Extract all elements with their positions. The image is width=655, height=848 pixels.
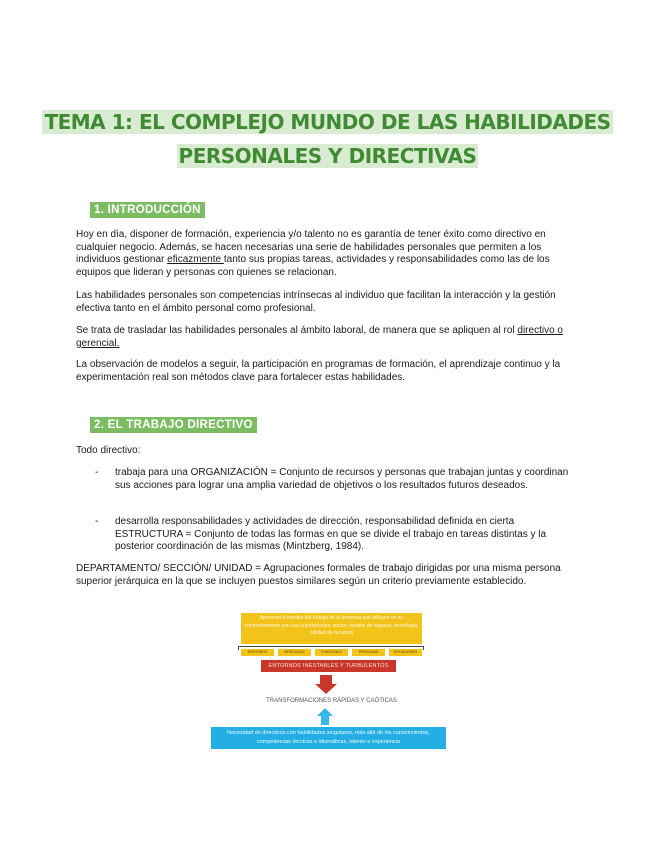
diagram-transform-label: TRANSFORMACIONES RÁPIDAS Y CAÓTICAS xyxy=(266,698,397,704)
bullet-marker: - xyxy=(95,467,99,478)
intro-p1-text: Hoy en día, disponer de formación, experiencia y/o talento no es garantía de tener éxito como directivo en cualquier negocio. Además, se hacen necesarias una serie de habilidades personales que permiten a los individuos gestionar xyxy=(76,229,546,266)
bullet-text: desarrolla responsabilidades y actividades de dirección, responsabilidad definida en cierta ESTRUCTURA = Conjunto de todas las formas en que se divide el trabajo en tareas distintas y la posterior coordinación de las mismas (Mintzberg, 1984). xyxy=(115,516,547,553)
diagram-chip: PERSONAS xyxy=(352,649,385,656)
title-text-1: TEMA 1: EL COMPLEJO MUNDO DE LAS HABILIDADES xyxy=(44,110,611,134)
todo-directivo-label: Todo directivo: xyxy=(76,445,141,456)
bullet-marker: - xyxy=(95,516,99,527)
title-text-2: PERSONALES Y DIRECTIVAS xyxy=(178,144,477,168)
diagram-bottom-box: Necesidad de directivos con habilidades singulares, más allá de los conocimientos, competencias técnicas e idiomáticas, talento o experiencia xyxy=(211,727,446,749)
document-title-line-2 xyxy=(0,142,655,170)
intro-paragraph-2: Las habilidades personales son competencias intrínsecas al individuo que facilitan la interacción y la gestión efectiva tanto en el ámbito personal como profesional. xyxy=(76,290,556,314)
diagram-chip: ENTORNOS xyxy=(241,649,274,656)
section-heading-introduccion: 1. INTRODUCCIÓN xyxy=(90,202,205,218)
intro-p1-text-end: tanto sus propias tareas, actividades y responsabilidades como las de los equipos que lideran y personas con quienes se relacionan. xyxy=(76,254,550,278)
intro-p1-underlined: eficazmente xyxy=(167,254,224,266)
intro-paragraph-3 xyxy=(76,325,581,350)
bullet-text: trabaja para una ORGANIZACIÓN = Conjunto de recursos y personas que trabajan juntas y coordinan sus acciones para lograr una amplia variedad de objetivos o los resultados futuros deseados. xyxy=(115,467,569,491)
section-heading-trabajo-directivo: 2. EL TRABAJO DIRECTIVO xyxy=(90,417,257,433)
departamento-paragraph: DEPARTAMENTO/ SECCIÓN/ UNIDAD = Agrupaciones formales de trabajo dirigidas por una misma persona superior jerárquica en la que se incluyen puestos similares según un criterio previamente establecido. xyxy=(76,563,561,587)
diagram-chip: SITUACIONES xyxy=(389,649,422,656)
diagram-red-box: ENTORNOS INESTABLES Y TURBULENTOS xyxy=(261,660,396,672)
diagram-chip: MERCADOS xyxy=(278,649,311,656)
document-title-line-1 xyxy=(0,108,655,136)
diagram-chip: FUNCIONES xyxy=(315,649,348,656)
intro-p3-text: Se trata de trasladar las habilidades personales al ámbito laboral, de manera que se apliquen al rol xyxy=(76,325,518,336)
intro-p3-underlined: directivo o gerencial. xyxy=(76,325,563,349)
intro-paragraph-4: La observación de modelos a seguir, la participación en programas de formación, el aprendizaje continuo y la experimentación real son métodos clave para fortalecer estas habilidades. xyxy=(76,359,561,383)
diagram-top-box: Aparecen a fuentes del trabajo de la empresa que influyen en su comportamiento con sus orientaciones: sector, modelo de negocio, tecnología, calidad de recursos xyxy=(241,613,422,644)
intro-paragraph-1 xyxy=(76,229,581,279)
